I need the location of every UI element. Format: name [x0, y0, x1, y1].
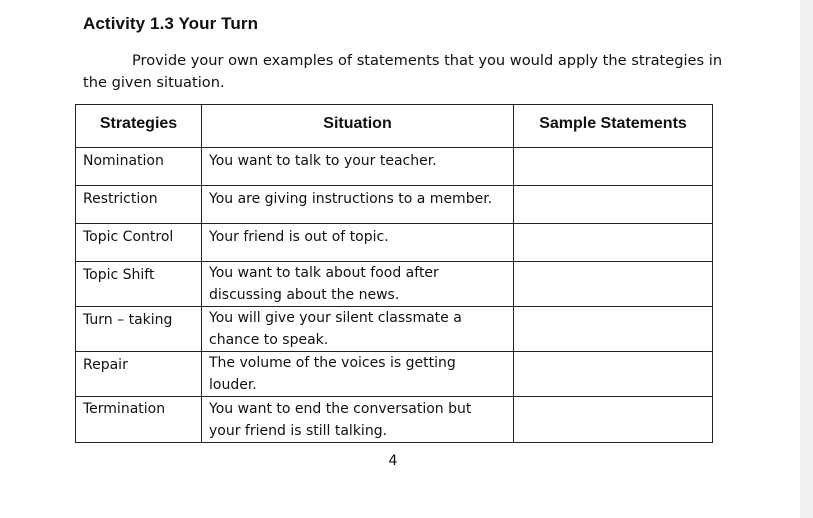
page-number: 4 [388, 453, 398, 469]
situation-cell: You want to talk to your teacher. [202, 148, 514, 186]
situation-cell: You are giving instructions to a member. [202, 186, 514, 224]
header-sample-statements: Sample Statements [514, 105, 713, 148]
situation-cell: You want to talk about food after discussing about the news. [202, 262, 514, 307]
strategy-cell: Termination [76, 397, 202, 443]
strategy-cell: Topic Control [76, 224, 202, 262]
situation-cell: You will give your silent classmate a chance to speak. [202, 307, 514, 352]
situation-cell: You want to end the conversation but your friend is still talking. [202, 397, 514, 443]
sample-statement-cell[interactable] [514, 186, 713, 224]
header-strategies: Strategies [76, 105, 202, 148]
sample-statement-cell[interactable] [514, 307, 713, 352]
situation-cell: The volume of the voices is getting louder. [202, 352, 514, 397]
strategy-cell: Repair [76, 352, 202, 397]
sample-statement-cell[interactable] [514, 224, 713, 262]
activity-title: Activity 1.3 Your Turn [83, 14, 259, 33]
table-row [76, 224, 713, 262]
sample-statement-cell[interactable] [514, 397, 713, 443]
sample-statement-cell[interactable] [514, 148, 713, 186]
activity-instructions: Provide your own examples of statements that you would apply the strategies in the given situation. [83, 52, 723, 91]
strategy-cell: Topic Shift [76, 262, 202, 307]
table-row [76, 307, 713, 352]
strategy-cell: Restriction [76, 186, 202, 224]
table-row [76, 262, 713, 307]
header-situation: Situation [202, 105, 514, 148]
sample-statement-cell[interactable] [514, 262, 713, 307]
table-header-row [76, 105, 713, 148]
strategy-cell: Turn – taking [76, 307, 202, 352]
strategy-cell: Nomination [76, 148, 202, 186]
table-row [76, 352, 713, 397]
strategies-table [75, 104, 713, 443]
sample-statement-cell[interactable] [514, 352, 713, 397]
situation-cell: Your friend is out of topic. [202, 224, 514, 262]
table-row [76, 397, 713, 443]
table-row [76, 148, 713, 186]
page-edge [800, 0, 813, 518]
table-row [76, 186, 713, 224]
